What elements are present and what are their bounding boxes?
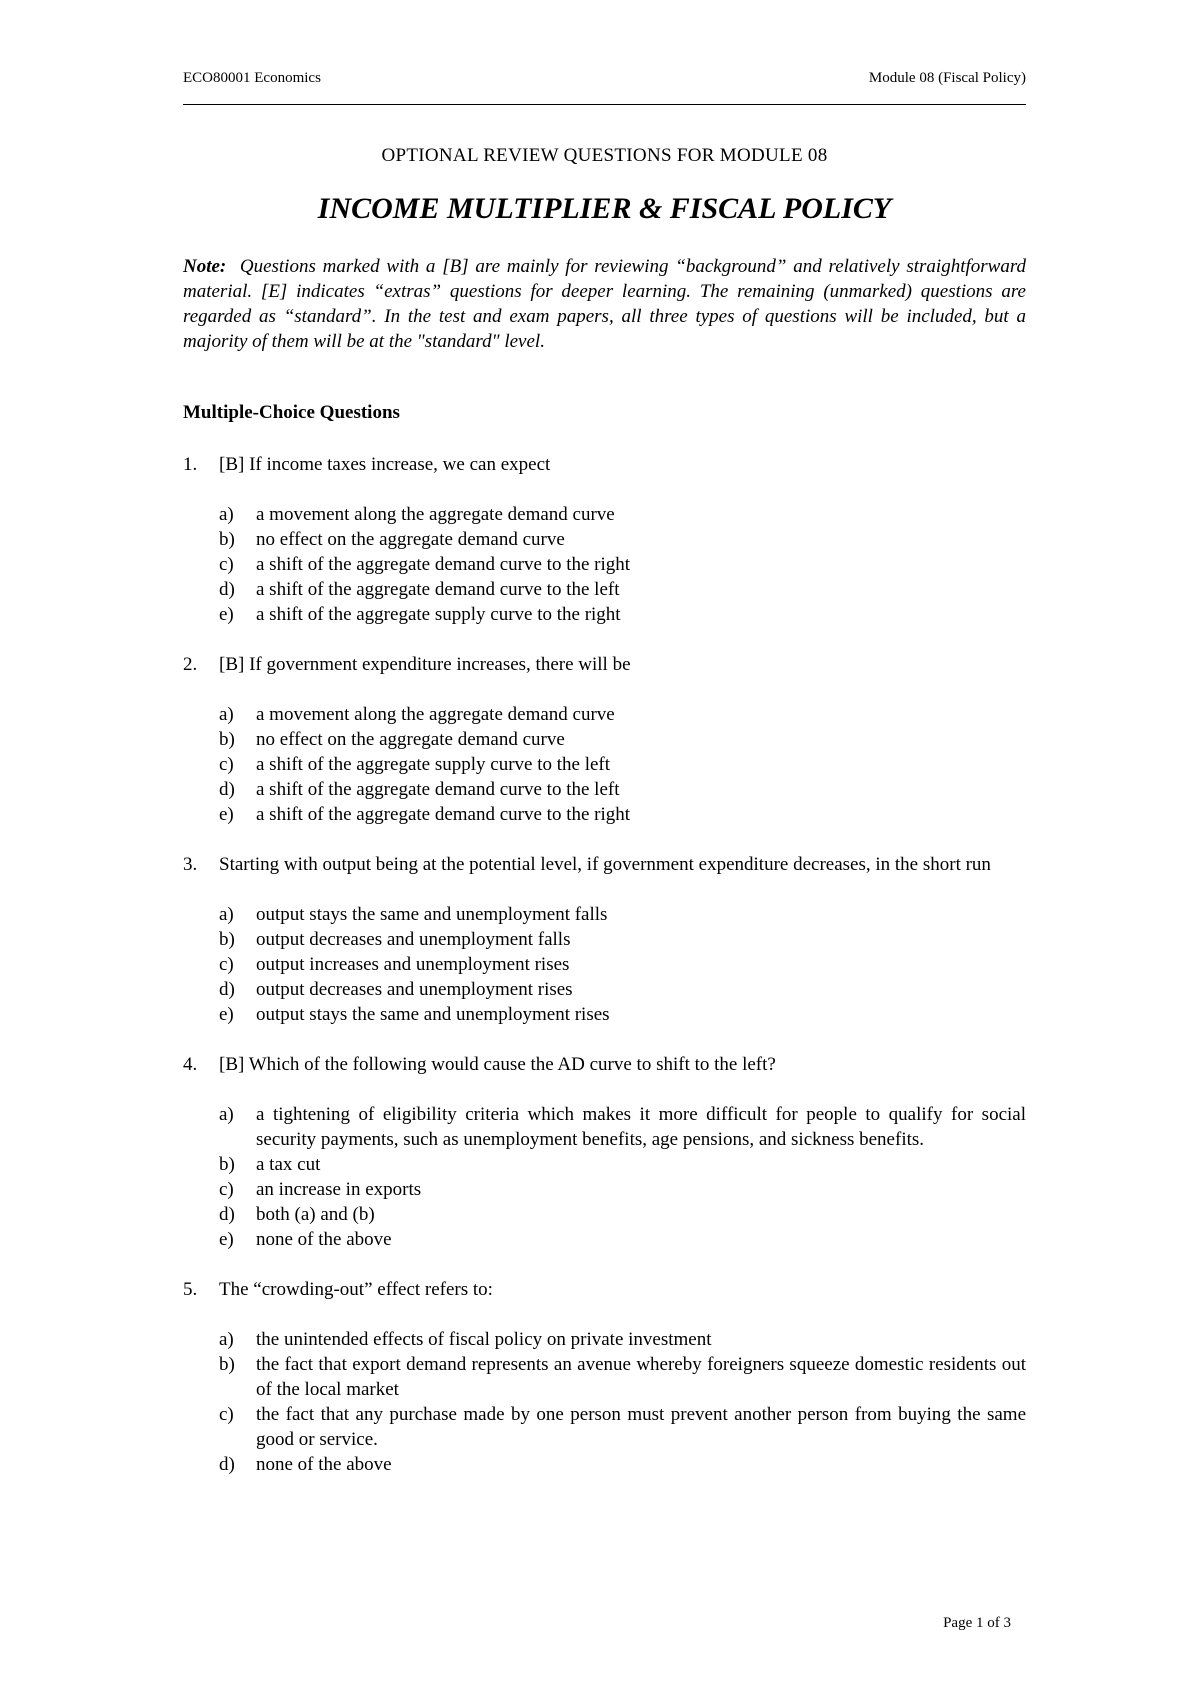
option-letter: a) <box>219 904 234 925</box>
option-text: the unintended effects of fiscal policy on private investment <box>256 1329 712 1350</box>
option-letter: d) <box>219 579 235 600</box>
option-letter: d) <box>219 1454 235 1475</box>
answer-option <box>183 1152 1026 1177</box>
answer-option <box>183 777 1026 802</box>
option-letter: b) <box>219 529 235 550</box>
option-text: a shift of the aggregate demand curve to the right <box>256 804 631 825</box>
answer-option <box>183 552 1026 577</box>
option-text: a shift of the aggregate demand curve to the left <box>256 779 620 800</box>
answer-option <box>183 1177 1026 1202</box>
question-1 <box>183 452 1026 627</box>
option-text: output decreases and unemployment rises <box>256 979 573 1000</box>
option-letter: c) <box>219 554 234 575</box>
module-label: Module 08 (Fiscal Policy) <box>868 70 1026 86</box>
option-letter: b) <box>219 729 235 750</box>
question-text: The “crowding-out” effect refers to: <box>219 1279 493 1300</box>
question-number: 2. <box>183 654 198 675</box>
option-text: a tightening of eligibility criteria which makes it more difficult for people to qualify for social security payments, such as unemployment benefits, age pensions, and sickness benefits. <box>256 1104 1026 1150</box>
section-heading: Multiple-Choice Questions <box>183 402 400 423</box>
option-text: none of the above <box>256 1454 392 1475</box>
option-text: a shift of the aggregate demand curve to the left <box>256 579 620 600</box>
option-letter: c) <box>219 1179 234 1200</box>
answer-option <box>183 1002 1026 1027</box>
answer-option <box>183 727 1026 752</box>
option-text: a movement along the aggregate demand curve <box>256 704 615 725</box>
page-number: Page 1 of 3 <box>943 1615 1011 1631</box>
option-letter: a) <box>219 704 234 725</box>
question-3 <box>183 852 1026 1027</box>
document-page <box>183 0 1026 1698</box>
option-letter: b) <box>219 1354 235 1375</box>
question-list <box>183 452 1026 1502</box>
answer-options <box>183 702 1026 827</box>
option-text: a movement along the aggregate demand curve <box>256 504 615 525</box>
option-text: no effect on the aggregate demand curve <box>256 729 565 750</box>
option-text: none of the above <box>256 1229 392 1250</box>
answer-option <box>183 1352 1026 1402</box>
option-letter: d) <box>219 979 235 1000</box>
answer-option <box>183 1227 1026 1252</box>
option-letter: a) <box>219 1104 234 1125</box>
question-number: 5. <box>183 1279 198 1300</box>
option-text: output stays the same and unemployment falls <box>256 904 608 925</box>
option-letter: c) <box>219 754 234 775</box>
document-kicker: OPTIONAL REVIEW QUESTIONS FOR MODULE 08 <box>381 145 828 166</box>
note-label: Note: <box>183 256 227 277</box>
answer-option <box>183 1202 1026 1227</box>
document-title: INCOME MULTIPLIER & FISCAL POLICY <box>317 192 892 225</box>
option-text: a shift of the aggregate supply curve to the right <box>256 604 621 625</box>
answer-option <box>183 527 1026 552</box>
question-text: [B] Which of the following would cause the AD curve to shift to the left? <box>219 1054 776 1075</box>
answer-option <box>183 702 1026 727</box>
option-text: output increases and unemployment rises <box>256 954 570 975</box>
page-header <box>183 70 1026 92</box>
answer-option <box>183 802 1026 827</box>
answer-option <box>183 977 1026 1002</box>
header-divider <box>183 104 1026 105</box>
answer-option <box>183 927 1026 952</box>
question-text: Starting with output being at the potential level, if government expenditure decreases, in the short run <box>219 854 991 875</box>
answer-options <box>183 1102 1026 1252</box>
question-stem <box>183 852 1026 877</box>
question-number: 4. <box>183 1054 198 1075</box>
answer-option <box>183 1102 1026 1152</box>
option-text: both (a) and (b) <box>256 1204 375 1225</box>
option-text: no effect on the aggregate demand curve <box>256 529 565 550</box>
question-number: 3. <box>183 854 198 875</box>
answer-option <box>183 752 1026 777</box>
question-number: 1. <box>183 454 198 475</box>
option-letter: d) <box>219 779 235 800</box>
option-letter: e) <box>219 1004 234 1025</box>
option-text: a tax cut <box>256 1154 321 1175</box>
answer-options <box>183 502 1026 627</box>
question-stem <box>183 1052 1026 1077</box>
option-letter: e) <box>219 1229 234 1250</box>
answer-option <box>183 1452 1026 1477</box>
option-letter: a) <box>219 1329 234 1350</box>
option-letter: e) <box>219 604 234 625</box>
answer-option <box>183 577 1026 602</box>
question-4 <box>183 1052 1026 1252</box>
question-text: [B] If government expenditure increases, there will be <box>219 654 631 675</box>
option-text: the fact that export demand represents an avenue whereby foreigners squeeze domestic residents out of the local market <box>256 1354 1026 1400</box>
answer-option <box>183 1327 1026 1352</box>
answer-options <box>183 902 1026 1027</box>
answer-option <box>183 602 1026 627</box>
option-text: output stays the same and unemployment rises <box>256 1004 610 1025</box>
option-letter: b) <box>219 929 235 950</box>
question-stem <box>183 1277 1026 1302</box>
option-letter: b) <box>219 1154 235 1175</box>
question-text: [B] If income taxes increase, we can expect <box>219 454 551 475</box>
option-text: an increase in exports <box>256 1179 422 1200</box>
option-text: a shift of the aggregate supply curve to the left <box>256 754 611 775</box>
course-code: ECO80001 Economics <box>183 70 321 86</box>
option-text: output decreases and unemployment falls <box>256 929 571 950</box>
option-letter: e) <box>219 804 234 825</box>
option-letter: a) <box>219 504 234 525</box>
question-2 <box>183 652 1026 827</box>
option-text: a shift of the aggregate demand curve to the right <box>256 554 631 575</box>
option-letter: c) <box>219 954 234 975</box>
note-text: Questions marked with a [B] are mainly for reviewing “background” and relatively straightforward material. [E] indicates “extras” questions for deeper learning. The remaining (unmarked) questions are regarded as “standard”. In the test and exam papers, all three types of questions will be included, but a majority of them will be at the "standard" level. <box>183 256 1027 352</box>
option-letter: d) <box>219 1204 235 1225</box>
answer-option <box>183 1402 1026 1452</box>
option-letter: c) <box>219 1404 234 1425</box>
option-text: the fact that any purchase made by one person must prevent another person from buying the same good or service. <box>256 1404 1026 1450</box>
answer-options <box>183 1327 1026 1477</box>
answer-option <box>183 902 1026 927</box>
question-5 <box>183 1277 1026 1477</box>
answer-option <box>183 952 1026 977</box>
answer-option <box>183 502 1026 527</box>
question-stem <box>183 652 1026 677</box>
note-paragraph <box>183 254 1026 354</box>
question-stem <box>183 452 1026 477</box>
